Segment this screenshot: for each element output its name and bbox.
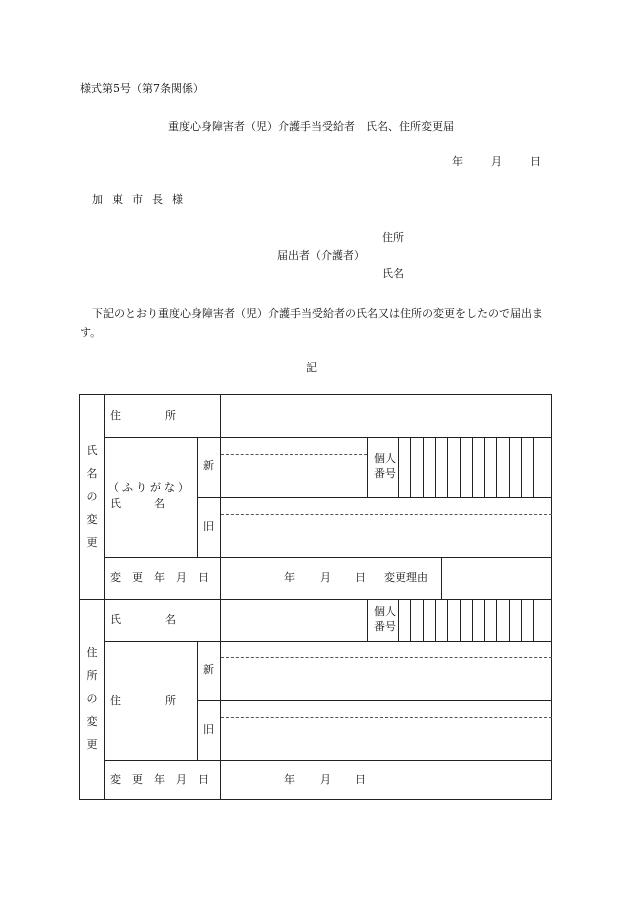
new-label: 新	[203, 459, 214, 472]
digit-cell-divider	[496, 437, 497, 497]
address-label: 住 所	[110, 694, 176, 707]
digit-cell-divider	[509, 437, 510, 497]
digit-cell-divider	[398, 599, 399, 641]
addressee: 加東市長様	[92, 193, 192, 206]
change-reason-label: 変更理由	[384, 571, 428, 584]
digit-cell-divider	[472, 437, 473, 497]
digit-cell-divider	[533, 599, 534, 641]
digit-cell-divider	[509, 599, 510, 641]
furigana-dash	[221, 657, 552, 658]
digit-cell-divider	[423, 437, 424, 497]
individual-number-label: 番号	[374, 620, 396, 633]
digit-cell-divider	[521, 599, 522, 641]
date-year-label: 年	[452, 155, 463, 168]
digit-cell-divider	[460, 437, 461, 497]
digit-cell-divider	[410, 599, 411, 641]
rule	[104, 395, 105, 800]
digit-cell-divider	[460, 599, 461, 641]
digit-cell-divider	[447, 437, 448, 497]
digit-cell-divider	[484, 599, 485, 641]
rule	[197, 437, 198, 557]
rule	[197, 641, 198, 760]
old-label: 旧	[203, 520, 214, 533]
digit-cell-divider	[484, 437, 485, 497]
rule	[220, 395, 221, 800]
notifier-label: 届出者（介護者）	[277, 249, 365, 262]
furigana-dash	[221, 514, 552, 515]
change-date-day: 日	[355, 773, 366, 786]
change-date-year: 年	[284, 571, 295, 584]
change-form-table	[79, 394, 552, 800]
rule	[197, 700, 552, 701]
rule	[441, 557, 442, 599]
furigana-dash	[221, 454, 367, 455]
change-date-label: 変 更 年 月 日	[110, 773, 209, 786]
change-date-month: 月	[320, 571, 331, 584]
date-month-label: 月	[491, 155, 502, 168]
digit-cell-divider	[398, 437, 399, 497]
rule	[104, 760, 552, 761]
digit-cell-divider	[435, 437, 436, 497]
new-label: 新	[203, 663, 214, 676]
ki-heading: 記	[306, 361, 317, 374]
document-title: 重度心身障害者（児）介護手当受給者 氏名、住所変更届	[168, 120, 454, 133]
name-label: 氏 名	[110, 613, 176, 626]
furigana-dash	[221, 717, 552, 718]
change-date-year: 年	[284, 773, 295, 786]
digit-cell-divider	[533, 437, 534, 497]
furigana-label: （ふりがな）	[108, 481, 192, 494]
digit-cell-divider	[496, 599, 497, 641]
individual-number-label: 個人	[374, 452, 396, 465]
date-day-label: 日	[530, 155, 541, 168]
individual-number-label: 番号	[374, 467, 396, 480]
applicant-address-label: 住所	[382, 231, 404, 244]
form-number: 様式第5号（第7条関係）	[80, 82, 204, 95]
digit-cell-divider	[423, 599, 424, 641]
digit-cell-divider	[435, 599, 436, 641]
change-date-label: 変 更 年 月 日	[110, 571, 209, 584]
digit-cell-divider	[521, 437, 522, 497]
change-date-month: 月	[320, 773, 331, 786]
address-change-section-label: 住 所 の 変 更	[86, 646, 98, 751]
old-label: 旧	[203, 723, 214, 736]
rule	[104, 557, 552, 558]
rule	[104, 641, 552, 642]
submission-date	[452, 155, 541, 169]
body-text: 下記のとおり重度心身障害者（児）介護手当受給者の氏名又は住所の変更をしたので届出ます。	[80, 307, 543, 339]
digit-cell-divider	[410, 437, 411, 497]
applicant-name-label: 氏名	[382, 267, 404, 280]
name-change-section-label: 氏 名 の 変 更	[86, 444, 98, 549]
rule	[197, 497, 552, 498]
current-address-label: 住 所	[110, 409, 176, 422]
change-date-day: 日	[355, 571, 366, 584]
digit-cell-divider	[472, 599, 473, 641]
individual-number-label: 個人	[374, 605, 396, 618]
digit-cell-divider	[447, 599, 448, 641]
name-label: 氏 名	[110, 497, 165, 510]
